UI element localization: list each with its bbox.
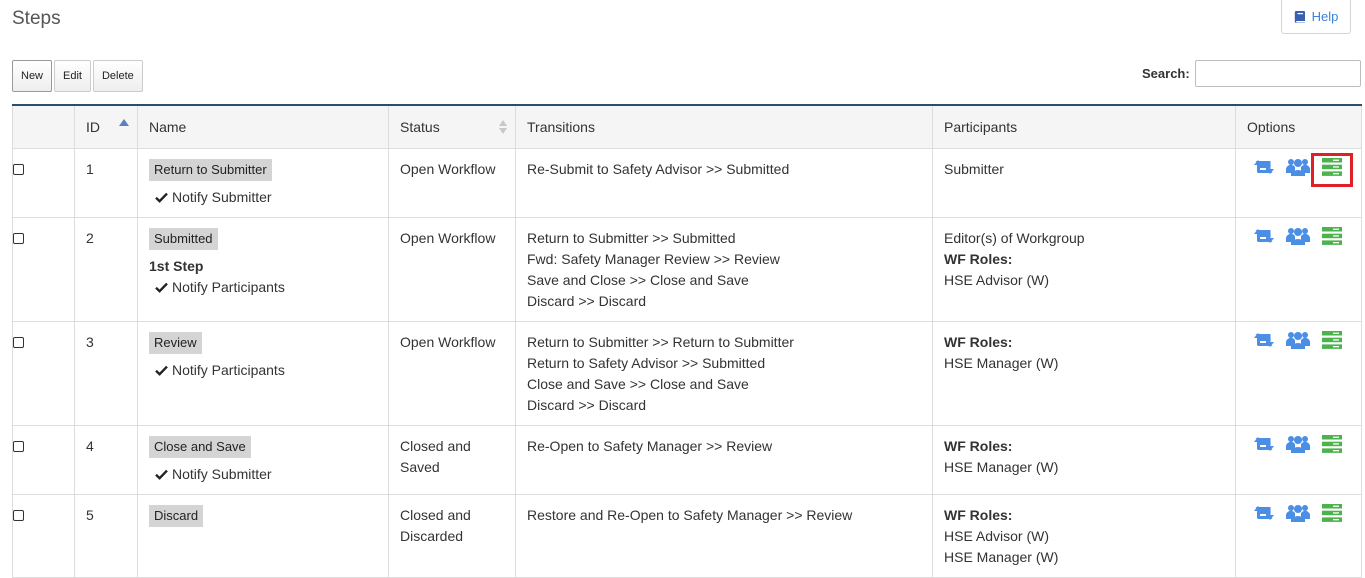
column-header-options-label: Options (1247, 118, 1296, 135)
step-id: 1 (86, 160, 94, 177)
step-name-badge[interactable]: Close and Save (149, 436, 251, 458)
id-cell (75, 148, 138, 217)
delete-button[interactable]: Delete (93, 60, 143, 92)
participants-option-button[interactable] (1281, 226, 1315, 252)
list-fields-icon (1322, 158, 1342, 182)
list-fields-icon (1322, 331, 1342, 355)
notify-label: Notify Participants (172, 278, 285, 295)
select-cell (13, 321, 75, 425)
wf-roles-label: WF Roles: (944, 437, 1013, 454)
id-cell (75, 321, 138, 425)
participants-cell (933, 425, 1236, 494)
transition-text: Re-Open to Safety Manager >> Review (527, 437, 773, 454)
fields-option-button[interactable] (1315, 434, 1349, 460)
options-cell (1236, 425, 1362, 494)
help-label: Help (1311, 9, 1339, 24)
transition-text: Return to Safety Advisor >> Submitted (527, 354, 766, 371)
notify-label: Notify Submitter (172, 188, 272, 205)
transition-text: Fwd: Safety Manager Review >> Review (527, 250, 780, 267)
status-text: Closed and (400, 437, 471, 454)
transitions-option-button[interactable] (1247, 434, 1281, 460)
status-cell (389, 321, 516, 425)
steps-table (12, 104, 1362, 578)
wf-roles-label: WF Roles: (944, 333, 1013, 350)
column-header-options (1236, 105, 1362, 148)
id-cell (75, 494, 138, 577)
list-fields-icon (1322, 435, 1342, 459)
participants-cell (933, 321, 1236, 425)
notify-line (149, 277, 377, 298)
transitions-cell (516, 425, 933, 494)
options-cell (1236, 148, 1362, 217)
retweet-icon (1253, 228, 1275, 250)
row-checkbox[interactable] (13, 441, 24, 452)
id-cell (75, 217, 138, 321)
toolbar (12, 60, 143, 92)
retweet-icon (1253, 159, 1275, 181)
select-cell (13, 425, 75, 494)
name-cell (138, 425, 389, 494)
wf-role-text: HSE Advisor (W) (944, 527, 1050, 544)
transition-text: Return to Submitter >> Return to Submitter (527, 333, 794, 350)
sort-asc-icon (119, 119, 129, 126)
step-id: 3 (86, 333, 94, 350)
row-checkbox[interactable] (13, 233, 24, 244)
step-name-badge[interactable]: Review (149, 332, 202, 354)
step-id: 4 (86, 437, 94, 454)
search-input[interactable] (1195, 60, 1361, 87)
retweet-icon (1253, 332, 1275, 354)
transition-text: Re-Submit to Safety Advisor >> Submitted (527, 160, 790, 177)
fields-option-button[interactable] (1315, 330, 1349, 356)
transitions-cell (516, 217, 933, 321)
participant-text: Submitter (944, 160, 1004, 177)
status-text: Closed and (400, 506, 471, 523)
check-icon (155, 365, 168, 376)
list-fields-icon (1322, 504, 1342, 528)
participants-cell (933, 217, 1236, 321)
transition-text: Discard >> Discard (527, 396, 647, 413)
transitions-option-button[interactable] (1247, 226, 1281, 252)
column-header-transitions[interactable] (516, 105, 933, 148)
status-text: Discarded (400, 527, 464, 544)
options-cell (1236, 217, 1362, 321)
wf-role-text: HSE Manager (W) (944, 548, 1059, 565)
participants-option-button[interactable] (1281, 330, 1315, 356)
transition-text: Discard >> Discard (527, 292, 647, 309)
participant-text: Editor(s) of Workgroup (944, 229, 1085, 246)
options-cell (1236, 321, 1362, 425)
table-row (13, 148, 1362, 217)
status-text: Open Workflow (400, 229, 496, 246)
row-checkbox[interactable] (13, 164, 24, 175)
wf-role-text: HSE Manager (W) (944, 354, 1059, 371)
fields-option-button[interactable] (1315, 503, 1349, 529)
name-cell (138, 494, 389, 577)
users-icon (1286, 503, 1310, 529)
users-icon (1286, 330, 1310, 356)
notify-line (149, 464, 377, 485)
transitions-option-button[interactable] (1247, 157, 1281, 183)
column-header-status-label: Status (400, 118, 440, 135)
column-header-participants[interactable] (933, 105, 1236, 148)
options-cell (1236, 494, 1362, 577)
column-header-transitions-label: Transitions (527, 118, 595, 135)
column-header-id-label: ID (86, 118, 100, 135)
first-step-label: 1st Step (149, 257, 204, 274)
column-header-id[interactable] (75, 105, 138, 148)
status-text: Saved (400, 458, 440, 475)
column-header-name-label: Name (149, 118, 187, 135)
users-icon (1286, 157, 1310, 183)
participants-option-button[interactable] (1281, 503, 1315, 529)
wf-roles-label: WF Roles: (944, 506, 1013, 523)
name-cell (138, 321, 389, 425)
name-cell (138, 217, 389, 321)
check-icon (155, 192, 168, 203)
book-icon (1294, 10, 1306, 23)
check-icon (155, 282, 168, 293)
transitions-option-button[interactable] (1247, 503, 1281, 529)
status-cell (389, 148, 516, 217)
page-title: Steps (12, 8, 61, 29)
notify-label: Notify Submitter (172, 465, 272, 482)
select-cell (13, 148, 75, 217)
id-cell (75, 425, 138, 494)
fields-option-button[interactable] (1315, 226, 1349, 252)
row-checkbox[interactable] (13, 337, 24, 348)
wf-role-text: HSE Manager (W) (944, 458, 1059, 475)
transition-text: Save and Close >> Close and Save (527, 271, 749, 288)
select-cell (13, 217, 75, 321)
transitions-cell (516, 148, 933, 217)
step-id: 5 (86, 506, 94, 523)
status-text: Open Workflow (400, 333, 496, 350)
participants-cell (933, 494, 1236, 577)
status-cell (389, 425, 516, 494)
users-icon (1286, 434, 1310, 460)
retweet-icon (1253, 505, 1275, 527)
users-icon (1286, 226, 1310, 252)
retweet-icon (1253, 436, 1275, 458)
step-name-badge[interactable]: Discard (149, 505, 203, 527)
select-cell (13, 494, 75, 577)
column-header-name[interactable] (138, 105, 389, 148)
status-cell (389, 494, 516, 577)
transition-text: Restore and Re-Open to Safety Manager >> Review (527, 506, 853, 523)
participants-option-button[interactable] (1281, 157, 1315, 183)
transitions-cell (516, 494, 933, 577)
table-row (13, 425, 1362, 494)
notify-line (149, 187, 377, 208)
status-cell (389, 217, 516, 321)
name-cell (138, 148, 389, 217)
table-header-row (13, 105, 1362, 148)
sort-both-icon (499, 120, 509, 136)
participants-option-button[interactable] (1281, 434, 1315, 460)
notify-line (149, 360, 377, 381)
column-header-status[interactable] (389, 105, 516, 148)
help-button[interactable] (1281, 0, 1351, 34)
transition-text: Close and Save >> Close and Save (527, 375, 749, 392)
row-checkbox[interactable] (13, 510, 24, 521)
participants-cell (933, 148, 1236, 217)
column-header-participants-label: Participants (944, 118, 1018, 135)
wf-role-text: HSE Advisor (W) (944, 271, 1050, 288)
status-text: Open Workflow (400, 160, 496, 177)
step-name-badge[interactable]: Submitted (149, 228, 218, 250)
search-label: Search: (1142, 66, 1190, 81)
notify-label: Notify Participants (172, 361, 285, 378)
step-name-badge[interactable]: Return to Submitter (149, 159, 272, 181)
column-header-select (13, 105, 75, 148)
step-id: 2 (86, 229, 94, 246)
new-button[interactable]: New (12, 60, 52, 92)
transition-text: Return to Submitter >> Submitted (527, 229, 736, 246)
transitions-cell (516, 321, 933, 425)
transitions-option-button[interactable] (1247, 330, 1281, 356)
wf-roles-label: WF Roles: (944, 250, 1013, 267)
table-row (13, 494, 1362, 577)
table-row (13, 217, 1362, 321)
table-row (13, 321, 1362, 425)
check-icon (155, 469, 168, 480)
fields-option-button[interactable] (1315, 157, 1349, 183)
edit-button[interactable]: Edit (54, 60, 91, 92)
list-fields-icon (1322, 227, 1342, 251)
